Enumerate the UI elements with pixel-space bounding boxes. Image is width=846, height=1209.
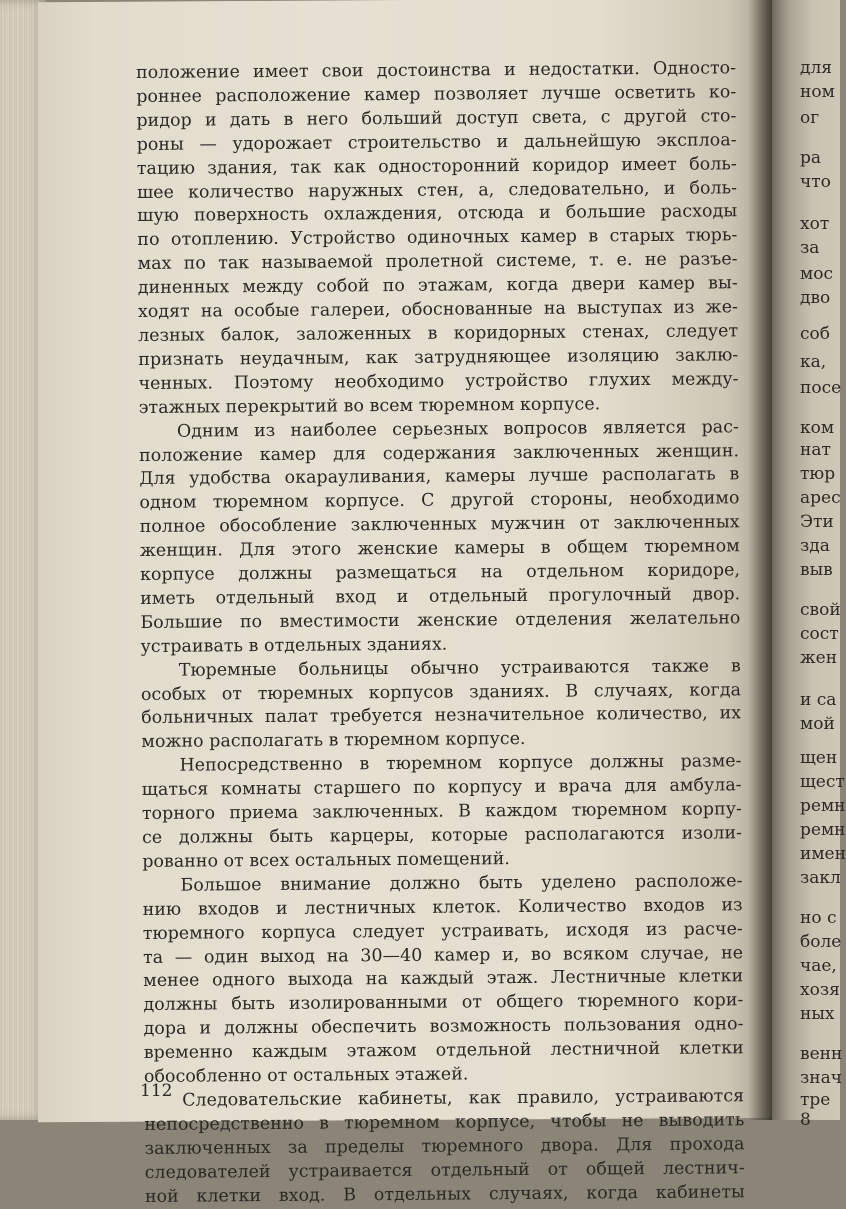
text-line: должны быть изолированными от общего тюремного кори- <box>143 990 744 1016</box>
text-line: Непосредственно в тюремном корпусе должны разме- <box>179 751 742 776</box>
right-page-fragment: но с <box>800 908 837 928</box>
right-page-fragment: для <box>800 58 832 78</box>
right-page-fragment: боле <box>800 932 842 952</box>
right-page-fragment: закл <box>800 868 841 888</box>
right-page-fragment: тюр <box>800 464 836 484</box>
right-page-fragment: ра <box>800 148 822 168</box>
right-page-fragment: ком <box>800 418 835 438</box>
text-line: положение камер для содержания заключенных женщин. <box>139 440 740 466</box>
right-page-fragment: венн <box>800 1044 843 1064</box>
right-page-fragment: щен <box>800 748 838 768</box>
text-line: тюремного корпуса следует устраивать, исходя из расче- <box>142 918 743 944</box>
text-line: можно располагать в тюремном корпусе. <box>141 729 526 753</box>
text-line: роннее расположение камер позволяет лучше осветить ко- <box>136 82 737 107</box>
paragraph <box>141 751 742 875</box>
text-line: обособленно от остальных этажей. <box>143 1064 469 1088</box>
right-page-fragment: арес <box>800 488 841 508</box>
text-line: следователей устраивается отдельный от общей лестнич- <box>144 1157 745 1183</box>
right-page-fragment: ка, <box>800 352 827 372</box>
text-line: диненных между собой по этажам, когда двери камер вы- <box>137 273 738 299</box>
paragraph <box>136 57 739 420</box>
text-line: особых от тюремных корпусов зданиях. В случаях, когда <box>140 679 742 705</box>
text-line: больничных палат требуется незначительное количество, их <box>141 703 742 729</box>
right-book-page <box>772 0 846 1130</box>
page-body-text <box>136 57 745 1209</box>
text-line: ченных. Поэтому необходимо устройство глухих между- <box>138 369 739 394</box>
right-page-fragment: ог <box>800 108 820 128</box>
text-line: положение имеет свои достоинства и недостатки. Односто- <box>136 58 737 83</box>
right-page-fragment: за <box>800 238 820 258</box>
right-page-fragment: дво <box>800 288 831 308</box>
right-page-fragment: сост <box>800 624 839 644</box>
text-line: роны — удорожает строительство и дальнейшую эксплоа- <box>136 130 737 155</box>
page-number: 112 <box>140 1081 173 1101</box>
text-line: устраивать в отдельных зданиях. <box>140 634 448 657</box>
right-page-fragment: жен <box>800 648 838 668</box>
text-line: щаться комнаты старшего по корпусу и врача для амбула- <box>141 775 742 801</box>
right-page-fragment: соб <box>800 324 830 344</box>
text-line: признать неудачным, как затрудняющее изоляцию заклю- <box>138 345 739 370</box>
text-line: иметь отдельный вход и отдельный прогулочный двор. <box>140 584 741 609</box>
right-page-fragment: хот <box>800 214 830 234</box>
right-page-fragment: ремн <box>800 796 846 816</box>
text-line: ридор и дать в него больший доступ света, с другой сто- <box>136 106 737 131</box>
text-line: одном тюремном корпусе. С другой стороны, необходимо <box>139 488 740 514</box>
right-page-fragment: Эти <box>800 512 834 532</box>
right-page-fragment: щест <box>800 772 845 792</box>
text-line: лезных балок, заложенных в коридорных стенах, следует <box>138 321 739 346</box>
right-page-fragment: хозя <box>800 980 840 1000</box>
text-line: Тюремные больницы обычно устраиваются также в <box>178 655 741 681</box>
right-page-fragment: чае, <box>800 956 837 976</box>
text-line: женщин. Для этого женские камеры в общем тюремном <box>139 536 740 562</box>
right-page-fragment: нат <box>800 440 831 460</box>
right-page-fragment: свой <box>800 600 841 620</box>
right-page-fragment: мой <box>800 714 835 734</box>
text-line: нию входов и лестничных клеток. Количество входов из <box>142 894 743 920</box>
text-line: временно каждым этажом отдельной лестничной клетки <box>143 1038 744 1064</box>
right-page-fragment: 8 <box>800 1110 811 1130</box>
right-page-fragment: знач <box>800 1068 842 1088</box>
text-line: Одним из наиболее серьезных вопросов является рас- <box>176 416 739 442</box>
text-line: этажных перекрытий во всем тюремном корпусе. <box>138 394 601 418</box>
text-line: дора и должны обеспечить возможность пользования одно- <box>143 1014 744 1040</box>
text-line: шее количество наружных стен, а, следовательно, и боль- <box>136 177 738 203</box>
right-page-fragment: выв <box>800 560 833 580</box>
text-line: тацию здания, так как односторонний коридор имеет боль- <box>136 153 737 179</box>
paragraph <box>141 655 742 755</box>
text-line: Следовательские кабинеты, как правило, устраиваются <box>182 1086 745 1111</box>
paragraph <box>139 416 741 660</box>
right-page-fragment: и са <box>800 690 837 710</box>
text-line: мах по так называемой пролетной системе, т. е. не разъе- <box>137 249 738 275</box>
text-line: Для удобства окарауливания, камеры лучше располагать в <box>139 464 740 490</box>
right-page-fragment: ных <box>800 1004 835 1024</box>
text-line: Большое внимание должно быть уделено расположе- <box>180 871 743 896</box>
right-page-fragment: посе <box>800 378 842 398</box>
right-page-fragment: ном <box>800 82 835 102</box>
right-page-fragment: тре <box>800 1090 831 1110</box>
text-line: та — один выход на 30—40 камер и, во всяком случае, не <box>142 942 744 968</box>
text-line: полное обособление заключенных мужчин от заключенных <box>139 512 740 538</box>
right-page-fragment: зда <box>800 536 830 556</box>
text-line: торного приема заключенных. В каждом тюремном корпу- <box>141 799 742 825</box>
text-line: шую поверхность охлаждения, отсюда и большие расходы <box>137 201 738 227</box>
text-line: по отоплению. Устройство одиночных камер в старых тюрь- <box>137 225 738 251</box>
text-line: заключенных за пределы тюремного двора. Для прохода <box>144 1134 745 1159</box>
right-page-fragment: мос <box>800 264 833 284</box>
right-page-fragment: имен <box>800 844 846 864</box>
text-line: менее одного выхода на каждый этаж. Лестничные клетки <box>143 966 744 992</box>
right-page-fragment: что <box>800 172 831 192</box>
paragraph <box>142 870 744 1090</box>
text-line: корпусе должны размещаться на отдельном коридоре, <box>139 560 741 586</box>
right-page-fragment: ремн <box>800 820 846 840</box>
text-line: рованно от всех остальных помещений. <box>142 848 510 872</box>
text-line: ной клетки вход. В отдельных случаях, когда кабинеты <box>144 1181 745 1207</box>
text-line: Большие по вместимости женские отделения желательно <box>140 608 741 633</box>
paragraph <box>144 1085 745 1209</box>
text-line: непосредственно в тюремном корпусе, чтобы не выводить <box>144 1110 745 1135</box>
text-line: се должны быть карцеры, которые располагаются изоли- <box>142 823 743 848</box>
text-line: ходят на особые галереи, обоснованные на выступах из же- <box>137 297 739 323</box>
